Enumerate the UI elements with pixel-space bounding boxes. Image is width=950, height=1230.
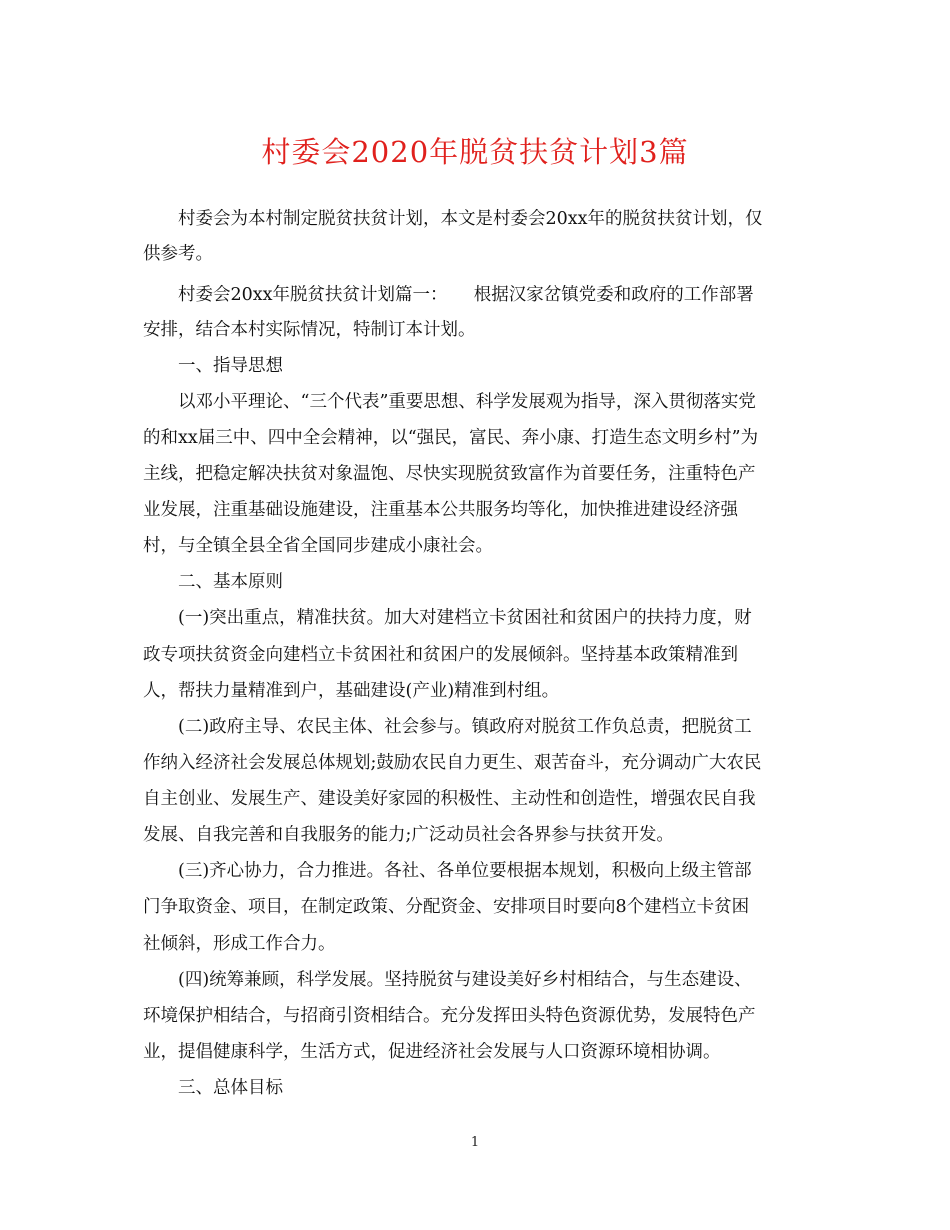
paragraph-line: 政专项扶贫资金向建档立卡贫困社和贫困户的发展倾斜。坚持基本政策精准到 <box>143 645 738 665</box>
paragraph-line: 以邓小平理论、“三个代表”重要思想、科学发展观为指导，深入贯彻落实党 <box>178 392 756 412</box>
paragraph-line: 村委会为本村制定脱贫扶贫计划，本文是村委会20xx年的脱贫扶贫计划，仅 <box>178 209 763 229</box>
paragraph-line: 业发展，注重基础设施建设，注重基本公共服务均等化，加快推进建设经济强 <box>143 500 738 520</box>
paragraph-line: 环境保护相结合，与招商引资相结合。充分发挥田头特色资源优势，发展特色产 <box>143 1006 756 1026</box>
document-title: 村委会2020年脱贫扶贫计划3篇 <box>261 135 689 169</box>
paragraph-line: (二)政府主导、农民主体、社会参与。镇政府对脱贫工作负总责，把脱贫工 <box>178 717 752 737</box>
section-heading: 二、基本原则 <box>178 572 283 592</box>
paragraph-line: 的和xx届三中、四中全会精神，以“强民，富民、奔小康、打造生态文明乡村”为 <box>143 428 759 448</box>
paragraph-line: (三)齐心协力，合力推进。各社、各单位要根据本规划，积极向上级主管部 <box>178 861 752 881</box>
paragraph-line: 作纳入经济社会发展总体规划;鼓励农民自力更生、艰苦奋斗，充分调动广大农民 <box>143 753 762 773</box>
page-number: 1 <box>470 1135 480 1150</box>
paragraph-line: (一)突出重点，精准扶贫。加大对建档立卡贫困社和贫困户的扶持力度，财 <box>178 608 752 628</box>
paragraph-line: 门争取资金、项目，在制定政策、分配资金、安排项目时要向8个建档立卡贫困 <box>143 897 750 917</box>
paragraph-line: 供参考。 <box>143 244 213 264</box>
paragraph-line: 人，帮扶力量精准到户，基础建设(产业)精准到村组。 <box>143 681 560 701</box>
paragraph-line: 社倾斜，形成工作合力。 <box>143 934 336 954</box>
paragraph-line: 自主创业、发展生产、建设美好家园的积极性、主动性和创造性，增强农民自我 <box>143 789 756 809</box>
paragraph-line: 业，提倡健康科学，生活方式，促进经济社会发展与人口资源环境相协调。 <box>143 1042 721 1062</box>
paragraph-line: 发展、自我完善和自我服务的能力;广泛动员社会各界参与扶贫开发。 <box>143 825 674 845</box>
paragraph-line: 村，与全镇全县全省全国同步建成小康社会。 <box>143 536 493 556</box>
section-heading: 一、指导思想 <box>178 356 283 376</box>
paragraph-line: 村委会20xx年脱贫扶贫计划篇一： 根据汉家岔镇党委和政府的工作部署 <box>178 285 754 305</box>
section-heading: 三、总体目标 <box>178 1078 283 1098</box>
paragraph-line: (四)统筹兼顾，科学发展。坚持脱贫与建设美好乡村相结合，与生态建设、 <box>178 970 752 990</box>
paragraph-line: 安排，结合本村实际情况，特制订本计划。 <box>143 320 476 340</box>
paragraph-line: 主线，把稳定解决扶贫对象温饱、尽快实现脱贫致富作为首要任务，注重特色产 <box>143 464 756 484</box>
